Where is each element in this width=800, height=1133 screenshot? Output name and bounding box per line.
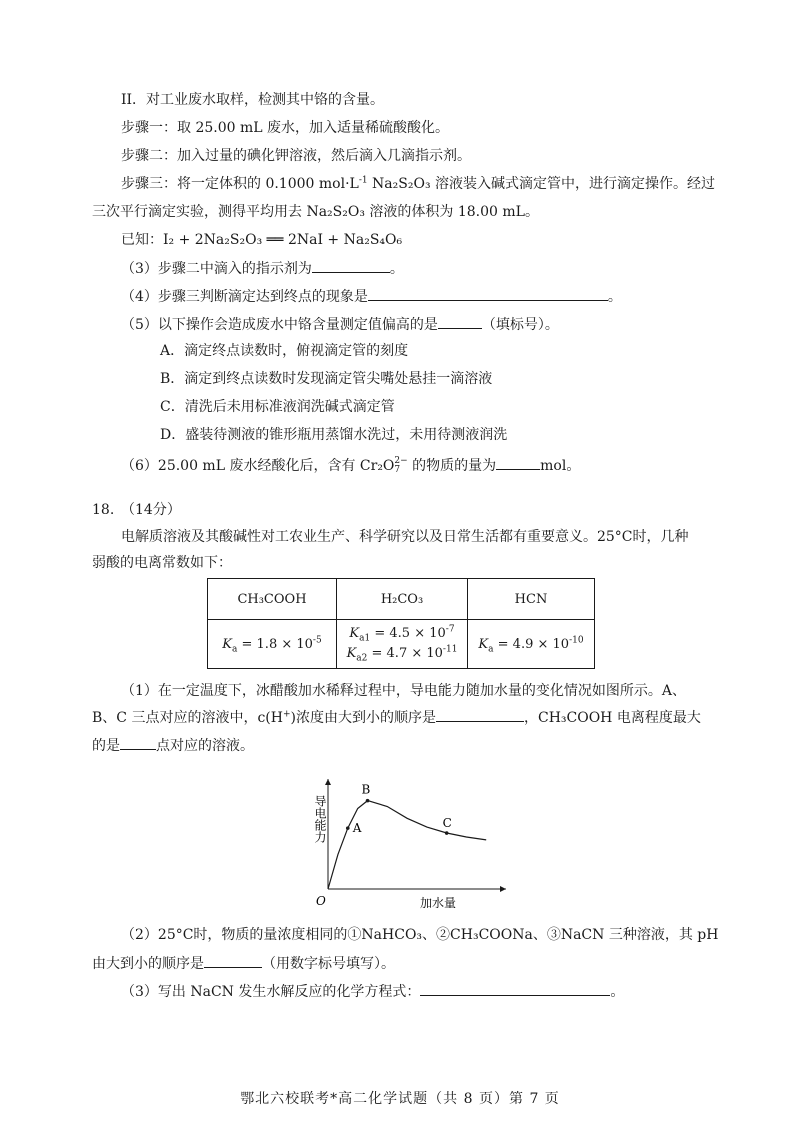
page-footer: 鄂北六校联考*高二化学试题（共 8 页）第 7 页	[240, 1091, 560, 1107]
question-4	[121, 286, 622, 307]
data-points	[346, 783, 452, 835]
part2-heading: II．对工业废水取样，检测其中铬的含量。	[121, 92, 385, 108]
dichromate-sub: 7	[394, 465, 401, 475]
option-d: D．盛装待测液的锥形瓶用蒸馏水洗过，未用待测液润洗	[160, 427, 508, 443]
q18-number: 18.	[92, 502, 115, 518]
ka2-h2co3-exp: -11	[442, 644, 458, 655]
p1c-post: 点对应的溶液。	[156, 738, 254, 754]
q3-answer-blank[interactable]	[312, 258, 390, 273]
point-a	[346, 826, 350, 830]
ka-hcn-value: = 4.9 × 10	[497, 636, 570, 652]
header-hcn: HCN	[468, 579, 595, 620]
q18-part1-line3	[92, 735, 254, 756]
plus-superscript: +	[282, 709, 291, 720]
ka1-h2co3: $K_{a1} = 4.5 \times 10^{-7}$	[349, 624, 455, 644]
q18-intro-line2: 弱酸的电离常数如下：	[92, 555, 232, 571]
ka-h2co3-cell	[337, 620, 468, 669]
p1c-pre: 的是	[92, 738, 120, 754]
ka-hcn-cell: $K_a = 4.9 \times 10^{-10}$	[468, 620, 595, 669]
conductivity-chart	[300, 775, 520, 915]
header-h2co3: H₂CO₃	[337, 579, 468, 620]
y-axis-label: 导电能力	[313, 795, 327, 843]
p3-end: 。	[610, 984, 625, 1000]
q18-part1-line2	[92, 707, 701, 728]
point-c	[445, 831, 449, 835]
step2-text: 步骤二：加入过量的碘化钾溶液，然后滴入几滴指示剂。	[121, 148, 471, 164]
q5-text: （5）以下操作会造成废水中铬含量测定值偏高的是	[121, 317, 438, 333]
q5-tail: （填标号）。	[481, 317, 559, 333]
p1-order-blank[interactable]	[436, 707, 524, 722]
ka-hcn-exp: -10	[569, 635, 584, 646]
ka2-h2co3: $K_{a2} = 4.7 \times 10^{-11}$	[346, 644, 458, 664]
q4-text: （4）步骤三判断滴定达到终点的现象是	[121, 289, 368, 305]
option-a: A．滴定终点读数时，俯视滴定管的刻度	[160, 343, 409, 359]
neg-one-superscript: -1	[358, 175, 368, 186]
ka-ch3cooh-value: = 1.8 × 10	[241, 636, 313, 652]
header-ch3cooh: CH₃COOH	[208, 579, 337, 620]
point-label-b: B	[361, 782, 371, 797]
ka-table-value-row	[208, 620, 595, 669]
p3-equation-blank[interactable]	[420, 981, 610, 996]
q18-part2-line1: （2）25°C时，物质的量浓度相同的①NaHCO₃、②CH₃COONa、③NaCN 三种溶液，其 pH	[121, 927, 719, 943]
origin-label: O	[316, 894, 326, 908]
x-axis-label: 加水量	[420, 896, 457, 910]
step3-mid: Na₂S₂O₃ 溶液装入碱式滴定管中，进行滴定操作。经过	[367, 176, 716, 192]
p1b-mid: )浓度由大到小的顺序是	[290, 710, 436, 726]
option-b: B．滴定到终点读数时发现滴定管尖嘴处悬挂一滴溶液	[160, 371, 493, 387]
p3-text: （3）写出 NaCN 发生水解反应的化学方程式：	[121, 984, 421, 1000]
step3-line2: 三次平行滴定实验，测得平均用去 Na₂S₂O₃ 溶液的体积为 18.00 mL。	[92, 204, 539, 220]
ka-table	[207, 578, 595, 669]
ka2-h2co3-value: = 4.7 × 10	[371, 646, 443, 661]
q3-period: 。	[389, 261, 404, 277]
step1-text: 步骤一：取 25.00 mL 废水，加入适量稀硫酸酸化。	[121, 120, 450, 136]
p2-order-blank[interactable]	[204, 953, 262, 968]
question-6	[121, 455, 580, 476]
step3-pre: 步骤三：将一定体积的 0.1000 mol·L	[121, 176, 359, 192]
known-equation: 已知：I₂ + 2Na₂S₂O₃ ══ 2NaI + Na₂S₄O₆	[121, 232, 403, 248]
q6-mid: 的物质的量为	[407, 458, 497, 474]
q18-part1-line1: （1）在一定温度下，冰醋酸加水稀释过程中，导电能力随加水量的变化情况如图所示。A、	[121, 683, 687, 699]
q6-pre: （6）25.00 mL 废水经酸化后，含有 Cr₂O	[121, 458, 395, 474]
q18-score: （14分）	[121, 502, 181, 518]
ka-ch3cooh-exp: -5	[312, 635, 322, 646]
q6-unit: mol。	[540, 458, 581, 474]
ka1-h2co3-exp: -7	[445, 624, 455, 635]
ka1-h2co3-value: = 4.5 × 10	[374, 626, 446, 641]
p2b-pre: 由大到小的顺序是	[92, 956, 204, 972]
dichromate-sup: 2−	[394, 456, 408, 466]
p1b-post: ，CH₃COOH 电离程度最大	[523, 710, 701, 726]
q18-intro-line1: 电解质溶液及其酸碱性对工农业生产、科学研究以及日常生活都有重要意义。25°C时，几种	[121, 529, 689, 545]
q4-period: 。	[607, 289, 622, 305]
p1-point-blank[interactable]	[120, 735, 156, 750]
step3-line1	[121, 174, 715, 194]
q6-answer-blank[interactable]	[496, 455, 540, 470]
point-label-a: A	[352, 821, 362, 836]
q4-answer-blank[interactable]	[368, 286, 608, 301]
conductivity-curve	[328, 801, 486, 889]
q18-part2-line2	[92, 953, 395, 974]
ka-ch3cooh-cell: $K_a = 1.8 \times 10^{-5}$	[208, 620, 337, 669]
dichromate-charge	[394, 457, 407, 475]
p1b-pre: B、C 三点对应的溶液中，c(H	[92, 710, 283, 726]
question-5	[121, 314, 559, 335]
point-label-c: C	[442, 816, 452, 831]
q3-text: （3）步骤二中滴入的指示剂为	[121, 261, 312, 277]
ka-table-header-row	[208, 579, 595, 620]
point-b	[366, 799, 370, 803]
option-c: C．清洗后未用标准液润洗碱式滴定管	[160, 399, 395, 415]
q18-part3	[121, 981, 624, 1002]
p2b-post: （用数字标号填写）。	[262, 956, 395, 972]
q5-answer-blank[interactable]	[438, 314, 482, 329]
question-3	[121, 258, 404, 279]
